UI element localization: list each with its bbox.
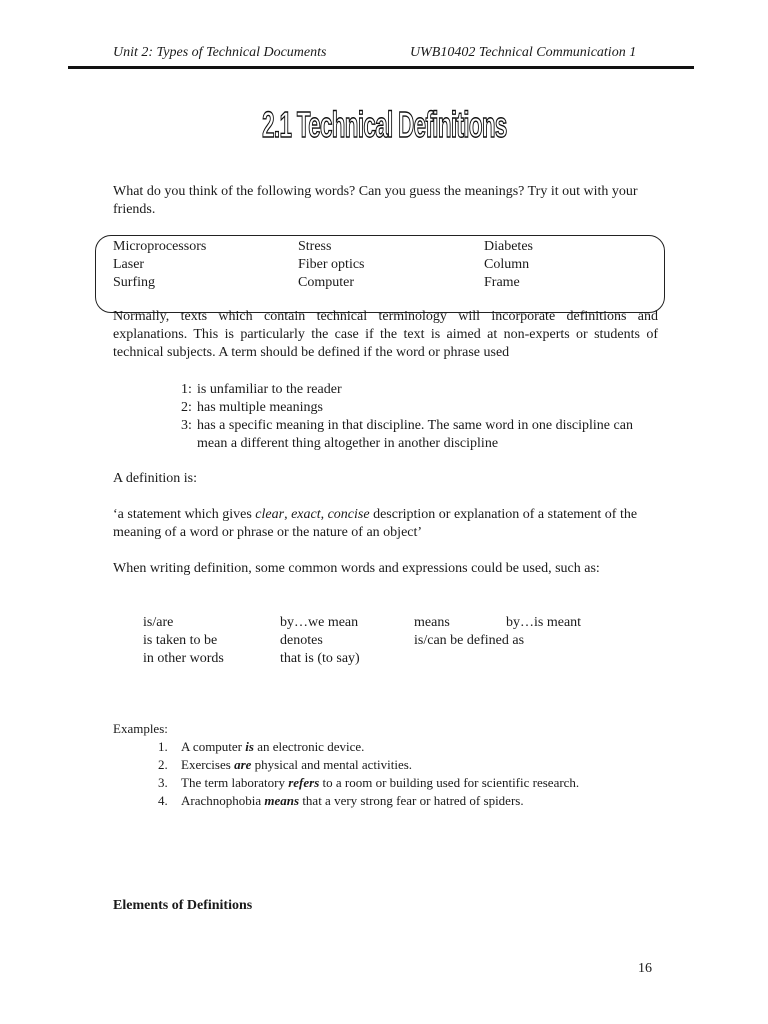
expression-cell: is taken to be bbox=[143, 633, 218, 648]
criteria-number: 1: bbox=[181, 382, 192, 397]
section-heading: Elements of Definitions bbox=[113, 898, 253, 913]
criteria-list bbox=[181, 381, 661, 453]
page-title: 2.1 Technical Definitions bbox=[262, 104, 507, 145]
word-row bbox=[113, 238, 673, 256]
word-cell: Fiber optics bbox=[298, 257, 365, 272]
example-item bbox=[113, 756, 673, 774]
expression-cell: is/are bbox=[143, 615, 174, 630]
expression-row bbox=[143, 632, 663, 650]
expression-cell: by…we mean bbox=[280, 615, 359, 630]
definition-label: A definition is: bbox=[113, 471, 197, 486]
example-keyword: refers bbox=[288, 775, 320, 790]
expression-cell: by…is meant bbox=[506, 615, 582, 630]
expression-cell: denotes bbox=[280, 633, 323, 648]
word-cell: Computer bbox=[298, 275, 354, 290]
example-keyword: is bbox=[245, 739, 254, 754]
criteria-item bbox=[181, 399, 661, 417]
expression-cell: in other words bbox=[143, 651, 224, 666]
example-text: The term laboratory bbox=[181, 775, 289, 790]
quote-separator: , bbox=[284, 507, 292, 522]
expression-row bbox=[143, 614, 663, 632]
example-number: 4. bbox=[158, 793, 168, 808]
word-row bbox=[113, 256, 673, 274]
example-keyword: means bbox=[264, 793, 300, 808]
example-text: Exercises bbox=[181, 757, 235, 772]
criteria-text: has a specific meaning in that discipline. The same word in one discipline can mean a different thing altogether in another discipline bbox=[197, 418, 633, 451]
criteria-number: 3: bbox=[181, 418, 192, 433]
expression-cell: means bbox=[414, 615, 450, 630]
running-header-left: Unit 2: Types of Technical Documents bbox=[113, 45, 327, 60]
examples-section bbox=[113, 720, 673, 810]
quote-emphasis-exact: exact bbox=[291, 507, 321, 522]
quote-open: ‘a statement which gives bbox=[113, 507, 256, 522]
quote-rest: description or explanation of a statement of the meaning of a word or phrase or the nature of an object’ bbox=[113, 507, 638, 540]
criteria-text: has multiple meanings bbox=[197, 400, 323, 415]
examples-label: Examples: bbox=[113, 721, 168, 736]
page-number: 16 bbox=[638, 961, 652, 976]
example-number: 2. bbox=[158, 757, 168, 772]
examples-list bbox=[113, 738, 673, 810]
criteria-text: is unfamiliar to the reader bbox=[197, 382, 342, 397]
example-item bbox=[113, 774, 673, 792]
word-cell: Diabetes bbox=[484, 239, 533, 254]
word-cell: Surfing bbox=[113, 275, 155, 290]
definition-quote bbox=[113, 506, 658, 542]
word-row bbox=[113, 274, 673, 292]
word-table bbox=[113, 238, 673, 292]
example-text: physical and mental activities. bbox=[251, 757, 413, 772]
quote-emphasis-clear: clear bbox=[255, 507, 285, 522]
quote-emphasis-concise: concise bbox=[327, 507, 370, 522]
expression-cell: is/can be defined as bbox=[414, 633, 525, 648]
example-item bbox=[113, 738, 673, 756]
header-rule bbox=[68, 66, 694, 69]
example-item bbox=[113, 792, 673, 810]
example-text: Arachnophobia bbox=[181, 793, 265, 808]
expression-cell: that is (to say) bbox=[280, 651, 360, 666]
word-cell: Column bbox=[484, 257, 530, 272]
expressions-table bbox=[143, 614, 663, 668]
word-cell: Laser bbox=[113, 257, 145, 272]
intro-paragraph: What do you think of the following words? Can you guess the meanings? Try it out with your friends. bbox=[113, 184, 638, 217]
example-number: 3. bbox=[158, 775, 168, 790]
terminology-paragraph: Normally, texts which contain technical terminology will incorporate definitions and explanations. This is particularly the case if the text is aimed at non-experts or students of technical subjects. A term should be defined if the word or phrase used bbox=[113, 309, 658, 360]
expressions-intro: When writing definition, some common words and expressions could be used, such as: bbox=[113, 561, 600, 576]
quote-separator: , bbox=[320, 507, 328, 522]
example-keyword: are bbox=[234, 757, 252, 772]
criteria-number: 2: bbox=[181, 400, 192, 415]
example-text: to a room or building used for scientific research. bbox=[319, 775, 580, 790]
running-header-right: UWB10402 Technical Communication 1 bbox=[410, 45, 637, 60]
criteria-item bbox=[181, 381, 661, 399]
word-cell: Microprocessors bbox=[113, 239, 207, 254]
example-text: A computer bbox=[181, 739, 246, 754]
word-cell: Stress bbox=[298, 239, 332, 254]
expression-row bbox=[143, 650, 663, 668]
word-cell: Frame bbox=[484, 275, 520, 290]
criteria-item bbox=[181, 417, 661, 453]
example-number: 1. bbox=[158, 739, 168, 754]
example-text: an electronic device. bbox=[253, 739, 365, 754]
example-text: that a very strong fear or hatred of spiders. bbox=[299, 793, 524, 808]
